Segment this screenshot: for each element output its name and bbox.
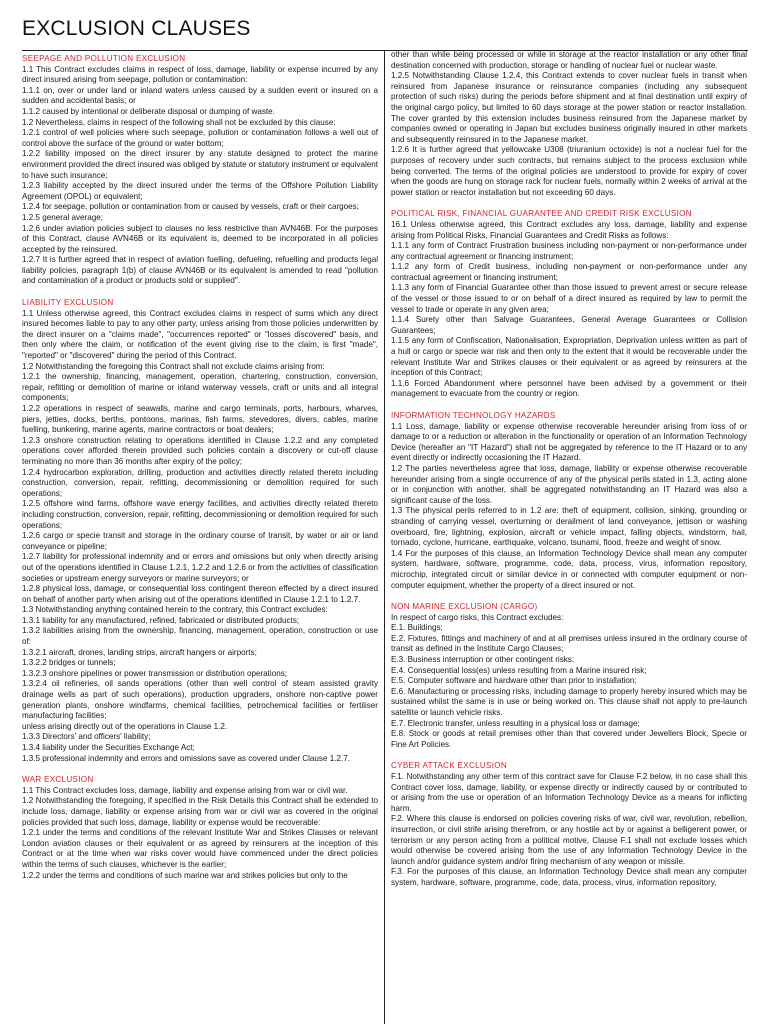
section-non-marine-exclusion-cargo bbox=[391, 602, 747, 750]
column-divider bbox=[384, 50, 385, 1024]
section-heading: WAR EXCLUSION bbox=[22, 775, 94, 785]
section-heading: POLITICAL RISK, FINANCIAL GUARANTEE AND CREDIT RISK EXCLUSION bbox=[391, 209, 692, 219]
section-information-technology-hazards bbox=[391, 411, 747, 591]
clause-paragraph: 1.3 The physical perils referred to in 1.2 are: theft of equipment, collision, sinking, grounding or stranding of carrying vessel, overturning or derailment of land conveyance, jettison or washing overboard, fire, lightning, explosion, aircraft or vehicle impact, falling objects, windstorm, hail, tornado, cyclone, hurricane, earthquake, volcano, tsunami, flood, freeze and weight of snow. bbox=[391, 506, 747, 548]
clause-paragraph: 1.2.1 control of well policies where such seepage, pollution or contamination follows a well out of control above the surface of the ground or water bottom; bbox=[22, 128, 378, 148]
section-war-exclusion bbox=[22, 775, 378, 881]
clause-paragraph: 1.2.4 hydrocarbon exploration, drilling, production and activities directly related thereto including construction, conversion, repair, refitting, decommissioning or demolition required for such operations; bbox=[22, 467, 378, 498]
clause-paragraph: 1.1 This Contract excludes loss, damage, liability and expense arising from war or civil war. bbox=[22, 785, 348, 795]
clause-paragraph: other than while being processed or while in storage at the reactor installation or any other final destination concerned with production, storage or handling of nuclear fuel or nuclear waste. bbox=[391, 50, 747, 70]
clause-paragraph: 1.1 Unless otherwise agreed, this Contract excludes claims in respect of sums which any direct insured becomes liable to pay to any other party, unless arising from those policies underwritten by the direct insurer on a "claims made", "occurrences reported" or "losses discovered" basis, and then only where the claim, or notification of the event giving rise to the claim, is first "made", "reported" or "discovered" during the period of this Contract. bbox=[22, 308, 378, 361]
clause-paragraph: 1.2.5 Notwithstanding Clause 1.2.4, this Contract extends to cover nuclear fuels in transit when reinsured from Japanese insurance or reinsurance companies (including any subsequent protection of such risks) during the periods before shipment and at final destination until expiry of the original cargo policy, but limited to 60 days storage at the power station or reactor installation. The cover granted by this extension includes business reinsured from the Japanese market by companies owned or operating in Japan but excludes business originally insured in other markets and subsequently reinsured in to the Japanese market. bbox=[391, 71, 747, 144]
clause-paragraph: 1.2.2 operations in respect of seawalls, marine and cargo terminals, ports, harbours, wharves, piers, jetties, docks, berths, pontoons, marinas, fish farms, stevedores, divers, cables, marine fuelling, bunkering, marine agents, marine contractors or boat dealers; bbox=[22, 404, 378, 435]
clause-paragraph: 1.1.2 caused by intentional or deliberate disposal or dumping of waste. bbox=[22, 106, 275, 116]
clause-paragraph: E.8. Stock or goods at retail premises other than that covered under Jewellers Block, Specie or Fine Art Policies. bbox=[391, 729, 747, 749]
clause-paragraph: 1.2.3 liability accepted by the direct insured under the terms of the Offshore Pollution Liability Agreement (OPOL) or equivalent; bbox=[22, 181, 378, 201]
clause-paragraph: unless arising directly out of the operations in Clause 1.2. bbox=[22, 721, 228, 731]
clause-paragraph: 1.3.2 liabilities arising from the ownership, financing, management, operation, construction or use of: bbox=[22, 626, 378, 647]
section-cyber-attack-exclusion bbox=[391, 761, 747, 888]
section-continued bbox=[391, 50, 747, 198]
clause-paragraph: 1.2.2 under the terms and conditions of such marine war and strikes policies but only to the bbox=[22, 870, 348, 880]
clause-paragraph: E.4. Consequential loss(es) unless resulting from a Marine insured risk; bbox=[391, 665, 647, 675]
clause-paragraph: F.3. For the purposes of this clause, an Information Technology Device shall mean any computer system, hardware, software, programme, code, data, process, virus, information repository, bbox=[391, 867, 747, 887]
clause-paragraph: 1.2 Nevertheless, claims in respect of the following shall not be excluded by this clause: bbox=[22, 117, 336, 127]
left-column bbox=[22, 54, 378, 1024]
clause-paragraph: 1.3.3 Directors' and officers' liability; bbox=[22, 732, 151, 742]
clause-paragraph: 1.3.2.4 oil refineries, oil sands operations (other than well control of steam assisted gravity drainage wells as part of such operations), production upgraders, onshore non-captive power generation plants, onshore windfarms, chemical facilities, petrochemical facilities or fertiliser manufacturing facilities; bbox=[22, 679, 378, 721]
clause-paragraph: 1.3.5 professional indemnity and errors and omissions save as covered under Clause 1.2.7. bbox=[22, 753, 350, 763]
section-seepage-and-pollution-exclusion bbox=[22, 54, 378, 287]
clause-paragraph: E.5. Computer software and hardware other than prior to installation; bbox=[391, 676, 637, 686]
section-heading: CYBER ATTACK EXCLUSION bbox=[391, 761, 508, 771]
clause-paragraph: 1.2 Notwithstanding the foregoing, if specified in the Risk Details this Contract shall be extended to include loss, damage, liability or expense arising from war or civil war as covered in the original policies provided that such loss, damage, liability or expense would be recoverable: bbox=[22, 796, 378, 827]
clause-paragraph: 1.1.6 Forced Abandonment where personnel have been advised by a government or their management to evacuate from the country or region. bbox=[391, 378, 747, 399]
clause-paragraph: 1.2.6 cargo or specie transit and storage in the ordinary course of transit, by water or air or land conveyance or pipeline; bbox=[22, 531, 378, 551]
clause-paragraph: 1.2.4 for seepage, pollution or contamination from or caused by vessels, craft or their cargoes; bbox=[22, 202, 359, 212]
clause-paragraph: 1.2.1 the ownership, financing, management, operation, chartering, construction, conversion, repair, refitting or demolition of marine or inland waterway vessels, craft or units and all integral components; bbox=[22, 372, 378, 403]
section-heading: INFORMATION TECHNOLOGY HAZARDS bbox=[391, 411, 556, 420]
clause-paragraph: 1.3.2.3 onshore pipelines or power transmission or distribution operations; bbox=[22, 668, 287, 678]
clause-paragraph: 1.1.5 any form of Confiscation, Nationalisation, Expropriation, Deprivation unless written as part of a hull or cargo or specie war risk and then only to the extent that it would be recoverable under the relevant Institute War and Strikes clauses or their equivalent or as agreed by reinsurers at the inception of this Contract; bbox=[391, 336, 747, 378]
clause-paragraph: In respect of cargo risks, this Contract excludes: bbox=[391, 612, 564, 622]
section-liability-exclusion bbox=[22, 298, 378, 764]
clause-paragraph: 1.2.6 under aviation policies subject to clauses no less restrictive than AVN46B. For the purposes of this Contract, clause AVN46B or its equivalent is, deemed to be incorporated in all policies accepted by the reinsured. bbox=[22, 223, 378, 254]
clause-paragraph: 1.2.7 liability for professional indemnity and or errors and omissions but only when directly arising out of the operations identified in Clause 1.2.1, 1.2.2 and 1.2.6 or from the activities of classification societies or upstream energy surveyors or marine surveyors; or bbox=[22, 552, 378, 583]
clause-paragraph: E.7. Electronic transfer, unless resulting in a physical loss or damage; bbox=[391, 718, 640, 728]
clause-paragraph: 1.3 Notwithstanding anything contained herein to the contrary, this Contract excludes: bbox=[22, 605, 328, 615]
clause-paragraph: 1.3.4 liability under the Securities Exchange Act; bbox=[22, 743, 195, 752]
clause-paragraph: 1.2 The parties nevertheless agree that loss, damage, liability or expense otherwise recoverable hereunder arising from a single occurrence of any of the physical perils stated in 1.3, acting alone or in conjunction with another, shall be aggregated notwithstanding an IT Hazard was also a significant cause of the loss. bbox=[391, 463, 747, 505]
clause-paragraph: 1.2.6 It is further agreed that yellowcake U308 (triuranium octoxide) is not a nuclear fuel for the purposes of recovery under such contracts, but remains subject to the process exclusion while being converted. The terms of the original policies are understood to provide for expiry of cover when the goods are hung on storage rack for nuclear fuels, normally within 2 weeks of arrival at the power station or reactor installation but not exceeding 60 days. bbox=[391, 145, 747, 197]
clause-paragraph: 1.2.5 offshore wind farms, offshore wave energy facilities, and activities directly related thereto including construction, conversion, repair, refitting, decommissioning or demolition required for such operations; bbox=[22, 499, 378, 530]
clause-paragraph: 1.2.2 liability imposed on the direct insurer by any statute designed to protect the marine environment provided the direct insured was obliged by statute or statutory instrument or equivalent to have such insurance; bbox=[22, 149, 378, 180]
section-heading: LIABILITY EXCLUSION bbox=[22, 298, 114, 308]
clause-paragraph: 1.1.1 any form of Contract Frustration business including non-payment or non-performance under any contractual agreement or financing instrument; bbox=[391, 241, 747, 261]
clause-paragraph: 1.2 Notwithstanding the foregoing this Contract shall not exclude claims arising from: bbox=[22, 361, 325, 371]
clause-paragraph: 16.1 Unless otherwise agreed, this Contract excludes any loss, damage, liability and expense arising from Political Risks, Financial Guarantees and Credit Risks as follows: bbox=[391, 219, 747, 240]
clause-paragraph: 1.4 For the purposes of this clause, an Information Technology Device shall mean any computer system, hardware, software, programme, code, data, process, virus, information repository, microchip, integrated circuit or similar device in or connected with computer equipment or non-computer equipment, whether the property of a direct insured or not. bbox=[391, 548, 747, 590]
clause-paragraph: 1.1.1 on, over or under land or inland waters unless caused by a sudden event or insured on a sudden and accidental basis; or bbox=[22, 85, 378, 106]
clause-paragraph: 1.3.1 liability for any manufactured, refined, fabricated or distributed products; bbox=[22, 615, 300, 625]
clause-paragraph: F.2. Where this clause is endorsed on policies covering risks of war, civil war, revolution, rebellion, insurrection, or civil strife arising therefrom, or any hostile act by or against a belligerent power, or terrorism or any person acting from a political motive, Clause F.1 shall not exclude losses which would otherwise be covered arising from the use of any Information Technology Device in the launch and/or guidance system and/or firing mechanism of any weapon or missile. bbox=[391, 814, 747, 866]
clause-paragraph: E.2. Fixtures, fittings and machinery of and at all premises unless insured in the ordinary course of transit as defined in the Institute Cargo Clauses; bbox=[391, 633, 747, 654]
clause-paragraph: 1.1.3 any form of Financial Guarantee other than those issued to prevent arrest or secure release of the vessel or those issued to or on behalf of a direct insured as required by law to permit the vessel to trade or operate in any given area; bbox=[391, 283, 747, 314]
clause-paragraph: 1.3.2.1 aircraft, drones, landing strips, aircraft hangers or airports; bbox=[22, 647, 257, 657]
clause-paragraph: F.1. Notwithstanding any other term of this contract save for Clause F.2 below, in no case shall this Contract cover loss, damage, liability, or expense directly or indirectly caused by or contributed to or arising from the use or operation of an Information Technology Device as a means for inflicting harm. bbox=[391, 772, 747, 813]
clause-paragraph: 1.2.1 under the terms and conditions of the relevant Institute War and Strikes Clauses or relevant London aviation clauses or their equivalent or as agreed by reinsurers at the inception of this Contract or at the time when war risks cover would have commenced under the direct policies within the terms of such clauses, whichever is the earlier; bbox=[22, 828, 378, 869]
right-column bbox=[391, 50, 747, 1024]
clause-paragraph: 1.1.2 any form of Credit business, including non-payment or non-performance under any contractual agreement or financing instrument; bbox=[391, 262, 747, 282]
clause-paragraph: 1.1 Loss, damage, liability or expense otherwise recoverable hereunder arising from loss of or damage to or a reduction or alteration in the functionality or operation of an Information Technology Device (hereafter an "IT Hazard") shall not be aggregated by reference to the IT Hazard or to any event directly or indirectly occasioning the IT Hazard. bbox=[391, 421, 747, 463]
clause-paragraph: 1.1.4 Surety other than Salvage Guarantees, General Average Guarantees or Collision Guarantees; bbox=[391, 315, 747, 335]
clause-paragraph: 1.3.2.2 bridges or tunnels; bbox=[22, 658, 116, 668]
page-title: EXCLUSION CLAUSES bbox=[22, 17, 251, 40]
clause-paragraph: E.1. Buildings; bbox=[391, 623, 443, 633]
clause-paragraph: E.6. Manufacturing or processing risks, including damage to properly hereby insured which may be sustained whilst the same is in use or being worked on. This clause shall not apply to pre-launch satellite or launch vehicle risks. bbox=[391, 686, 747, 718]
clause-paragraph: E.3. Business interruption or other contingent risks; bbox=[391, 655, 575, 665]
section-heading: SEEPAGE AND POLLUTION EXCLUSION bbox=[22, 54, 186, 63]
clause-paragraph: 1.2.3 onshore construction relating to operations identified in Clause 1.2.2 and any completed operations cover afforded therein provided such policies contain a discovery or cut-off clause terminating no more than 36 months after expiry of the policy; bbox=[22, 435, 378, 466]
section-political-risk-financial-guarantee-and-credit-risk-exclusion bbox=[391, 209, 747, 400]
clause-paragraph: 1.2.7 It is further agreed that in respect of aviation fuelling, defueling, refuelling and products legal liability policies, paragraph 1(b) of clause AVN46B or its equivalent is amended to read "pollution and contamination of a product or products sold or supplied". bbox=[22, 255, 378, 286]
clause-paragraph: 1.1 This Contract excludes claims in respect of loss, damage, liability or expense incurred by any direct insured arising from seepage, pollution or contamination: bbox=[22, 64, 378, 85]
clause-paragraph: 1.2.8 physical loss, damage, or consequential loss contingent thereon effected by a direct insured on behalf of another party when arising out of the operations identified in Clause 1.2.1 to 1.2.7. bbox=[22, 584, 378, 604]
clause-paragraph: 1.2.5 general average; bbox=[22, 212, 103, 222]
section-heading: NON MARINE EXCLUSION (CARGO) bbox=[391, 602, 538, 612]
